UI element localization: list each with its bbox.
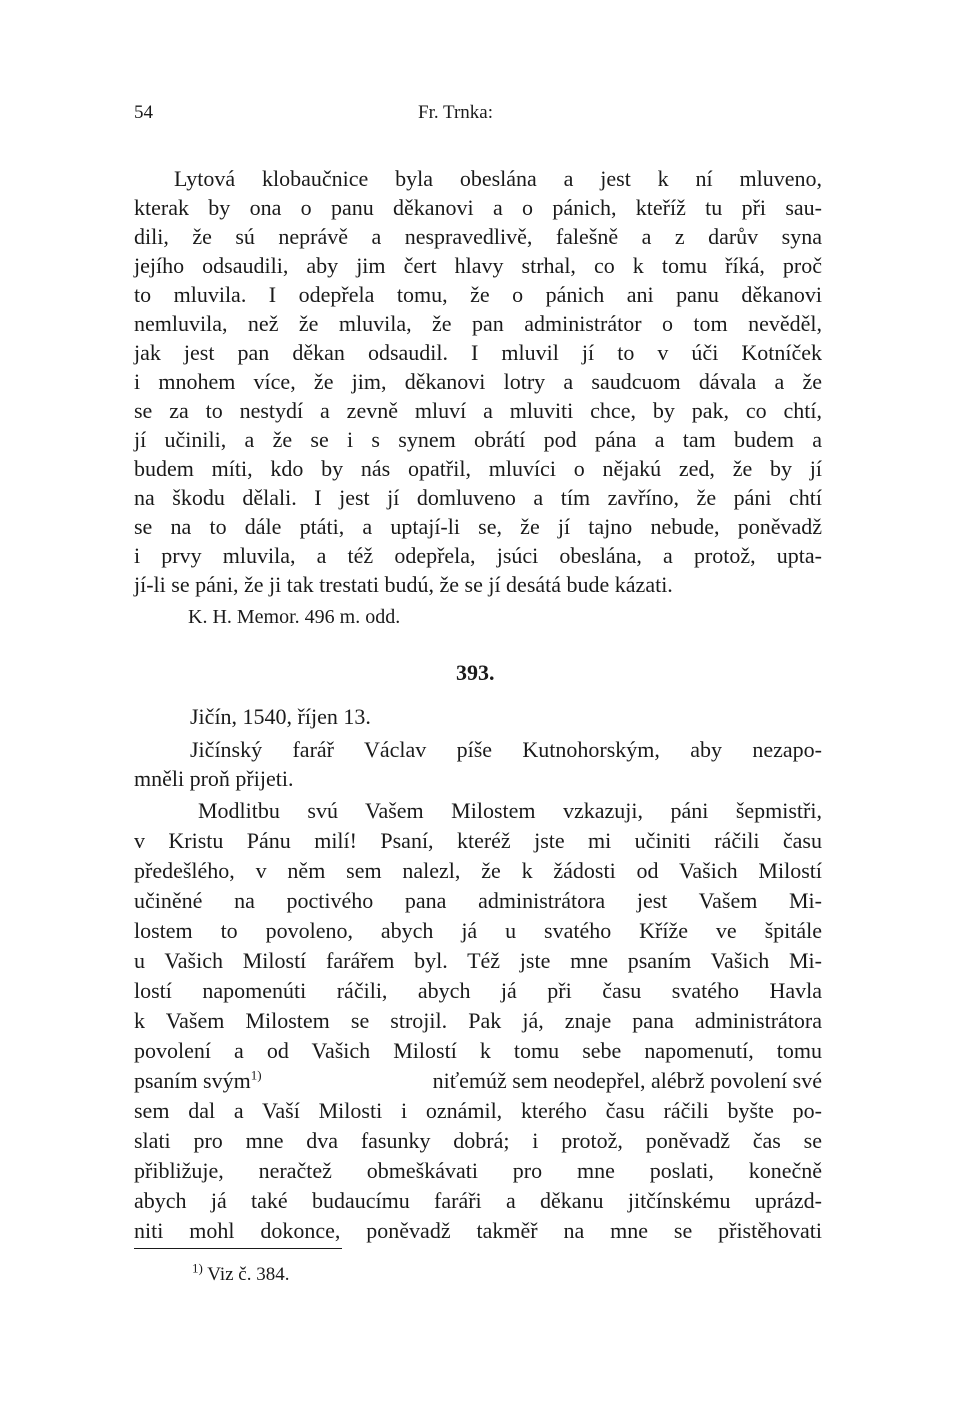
continuation-line: se na to dále ptáti, a uptají-li se, že jí tajno nebude, poněvadž <box>134 514 822 539</box>
running-title: Fr. Trnka: <box>418 102 493 123</box>
continuation-line: se za to nestydí a zevně mluví a mluviti chce, by pak, co chtí, <box>134 398 822 423</box>
source-citation: K. H. Memor. 496 m. odd. <box>188 606 401 628</box>
summary-line: Jičínský farář Václav píše Kutnohorským, aby nezapo- <box>190 737 822 762</box>
summary-line: mněli proň přijeti. <box>134 766 294 791</box>
body-line-end: niťemúž sem neodepřel, alébrž povolení své <box>432 1068 822 1093</box>
body-line: u Vašich Milostí farářem byl. Též jste mne psaním Vašich Mi- <box>134 948 822 973</box>
body-line: učiněné na poctivého pana administrátora jest Vašem Mi- <box>134 888 822 913</box>
body-line: povolení a od Vašich Milostí k tomu sebe napomenutí, tomu <box>134 1038 822 1063</box>
continuation-line: to mluvila. I odepřela tomu, že o pánich ani panu děkanovi <box>134 282 822 307</box>
body-line: Modlitbu svú Vašem Milostem vzkazuji, páni šepmistři, <box>198 798 822 823</box>
continuation-line: i mnohem více, že jim, děkanovi lotry a saudcuom dávala a že <box>134 369 822 394</box>
body-line: slati pro mne dva fasunky dobrá; i protož, poněvadž čas se <box>134 1128 822 1153</box>
continuation-line: jejího odsaudili, aby jim čert hlavy strhal, co k tomu říká, proč <box>134 253 822 278</box>
continuation-line: jak jest pan děkan odsaudil. I mluvil jí to v úči Kotníček <box>134 340 822 365</box>
body-line: niti mohl dokonce, poněvadž takměř na mne se přistěhovati <box>134 1218 822 1243</box>
body-line-start: psaním svým$^{1)}$ <box>134 1067 262 1093</box>
body-line: abych já také budaucímu faráři a děkanu jitčínskému uprázd- <box>134 1188 822 1213</box>
continuation-line: nemluvila, než že mluvila, že pan administrátor o tom nevěděl, <box>134 311 822 336</box>
place-date: Jičín, 1540, říjen 13. <box>190 704 371 729</box>
footnote-text: Viz č. 384. <box>207 1264 290 1285</box>
page-number: 54 <box>134 102 153 123</box>
body-line-with-footnote <box>134 1067 822 1095</box>
body-line: lostí napomenúti ráčili, abych já při času svatého Havla <box>134 978 822 1003</box>
body-line: lostem to povoleno, abych já u svatého Kříže ve špitále <box>134 918 822 943</box>
footnote <box>192 1260 290 1287</box>
continuation-line: dili, že sú neprávě a nespravedlivě, falešně a z darův syna <box>134 224 822 249</box>
footnote-reference: 1) <box>250 1067 262 1083</box>
continuation-line: na škodu dělali. I jest jí domluveno a tím zavříno, že páni chtí <box>134 485 822 510</box>
document-number: 393. <box>456 660 495 685</box>
body-line: v Kristu Pánu milí! Psaní, kteréž jste mi učiniti ráčili času <box>134 828 822 853</box>
continuation-line: Lytová klobaučnice byla obeslána a jest k ní mluveno, <box>174 166 822 191</box>
body-line: předešlého, v něm sem nalezl, že k žádosti od Vašich Milostí <box>134 858 822 883</box>
continuation-line: jí-li se páni, že ji tak trestati budú, že se jí desátá bude kázati. <box>134 572 673 597</box>
body-line: sem dal a Vaší Milosti i oznámil, kterého času ráčili byšte po- <box>134 1098 822 1123</box>
body-line: přibližuje, neračtež obmeškávati pro mne poslati, konečně <box>134 1158 822 1183</box>
body-line: k Vašem Milostem se strojil. Pak já, znaje pana administrátora <box>134 1008 822 1033</box>
footnote-rule <box>134 1248 342 1249</box>
continuation-line: budem míti, kdo by nás opatřil, mluvíci o nějakú zed, že by jí <box>134 456 822 481</box>
footnote-marker: 1) <box>192 1260 203 1276</box>
continuation-line: jí učinili, a že se i s synem obrátí pod pána a tam budem a <box>134 427 822 452</box>
continuation-line: kterak by ona o panu děkanovi a o pánich, kteříž tu při sau- <box>134 195 822 220</box>
continuation-line: i prvy mluvila, a též odepřela, jsúci obeslána, a protož, upta- <box>134 543 822 568</box>
